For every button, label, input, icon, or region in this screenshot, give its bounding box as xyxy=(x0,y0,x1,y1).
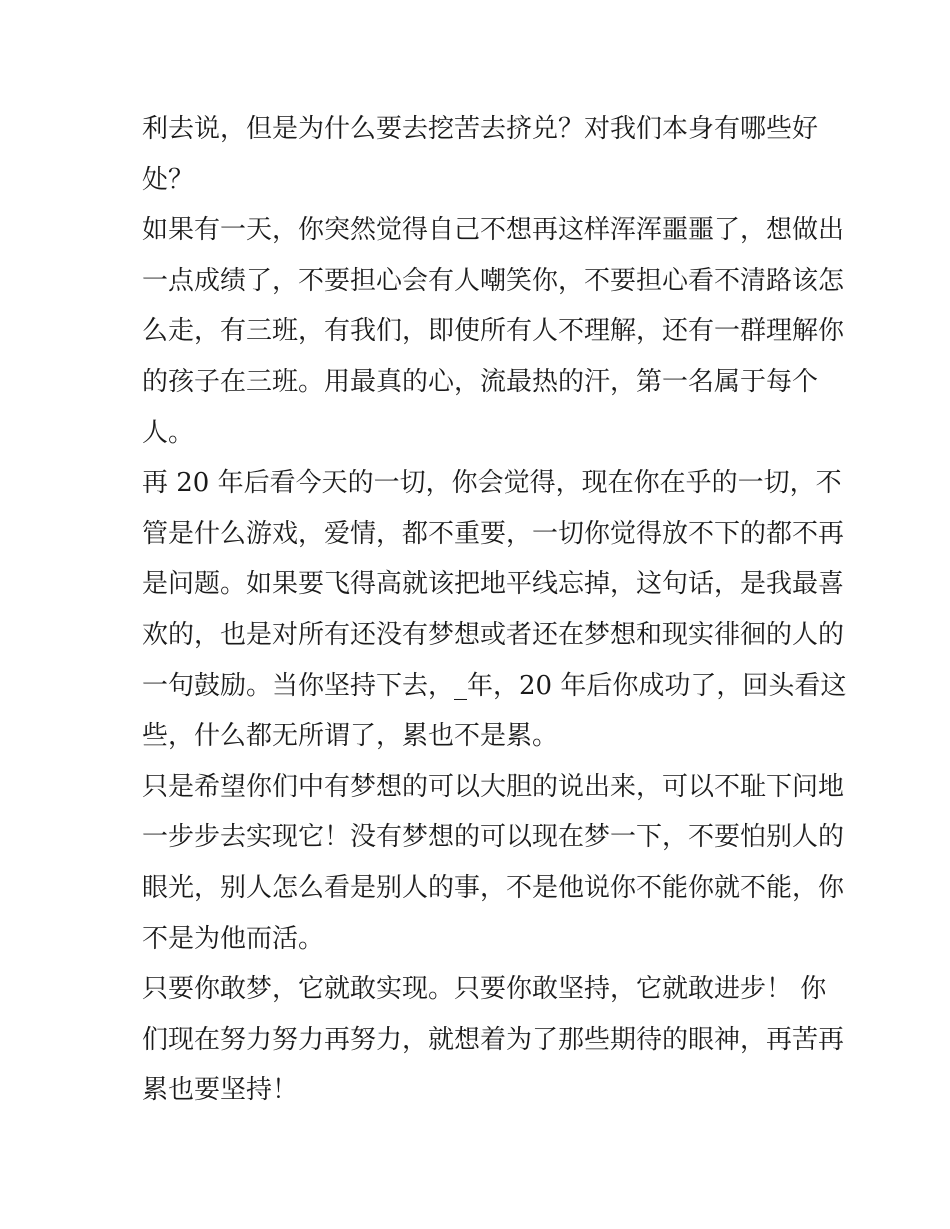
text-line: 利去说，但是为什么要去挖苦去挤兑？对我们本身有哪些好 xyxy=(142,114,819,144)
text-line: 处？ xyxy=(142,164,195,195)
text-line: 人。 xyxy=(142,417,195,448)
text-line: 再 20 年后看今天的一切，你会觉得，现在你在乎的一切，不 xyxy=(142,468,842,499)
text-line: 只要你敢梦，它就敢实现。只要你敢坚持，它就敢进步！ 你 xyxy=(142,974,827,1005)
paragraph xyxy=(142,104,819,205)
text-line: 一句鼓励。当你坚持下去，_年，20 年后你成功了，回头看这 xyxy=(142,670,847,701)
text-line: 么走，有三班，有我们，即使所有人不理解，还有一群理解你 xyxy=(142,316,845,347)
text-line: 们现在努力努力再努力，就想着为了那些期待的眼神，再苦再 xyxy=(142,1024,845,1055)
text-line: 累也要坚持！ xyxy=(142,1075,299,1106)
text-line: 一步步去实现它！没有梦想的可以现在梦一下，不要怕别人的 xyxy=(142,822,845,853)
text-line: 只是希望你们中有梦想的可以大胆的说出来，可以不耻下问地 xyxy=(142,771,845,802)
text-line: 的孩子在三班。用最真的心，流最热的汗，第一名属于每个 xyxy=(142,366,819,397)
paragraph xyxy=(142,205,845,458)
text-line: 欢的，也是对所有还没有梦想或者还在梦想和现实徘徊的人的 xyxy=(142,619,845,650)
text-line: 如果有一天，你突然觉得自己不想再这样浑浑噩噩了，想做出 xyxy=(142,215,845,246)
text-line: 些，什么都无所谓了，累也不是累。 xyxy=(142,721,559,752)
body-text xyxy=(142,104,847,1116)
paragraph xyxy=(142,964,845,1116)
text-line: 管是什么游戏，爱情，都不重要，一切你觉得放不下的都不再 xyxy=(142,518,845,549)
paragraph xyxy=(142,762,845,964)
text-line: 是问题。如果要飞得高就该把地平线忘掉，这句话，是我最喜 xyxy=(142,569,845,600)
text-line: 不是为他而活。 xyxy=(142,923,325,954)
text-line: 眼光，别人怎么看是别人的事，不是他说你不能你就不能，你 xyxy=(142,872,845,903)
paragraph xyxy=(142,458,847,762)
text-line: 一点成绩了，不要担心会有人嘲笑你，不要担心看不清路该怎 xyxy=(142,265,845,296)
